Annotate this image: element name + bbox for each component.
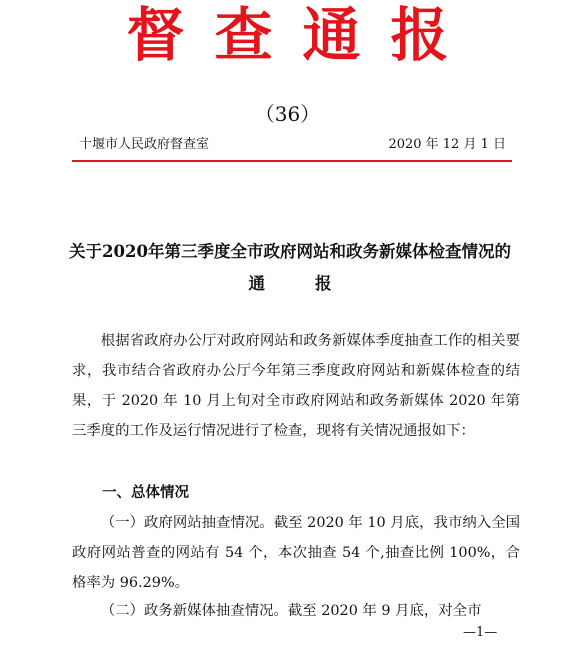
red-divider-line <box>72 160 512 162</box>
paragraph-new-media-check: （二）政务新媒体抽查情况。截至 2020 年 9 月底，对全市 <box>100 603 482 619</box>
paragraph-website-check: （一）政府网站抽查情况。截至 2020 年 10 月底，我市纳入全国政府网站普查的网站有 54 个，本次抽查 54 个,抽查比例 100%，合格率为 96.29%。 <box>72 515 520 591</box>
page-number: —1— <box>463 625 498 640</box>
issue-date: 2020 年 12 月 1 日 <box>388 137 506 152</box>
masthead-title: 督查通报 <box>126 1 479 69</box>
document-title <box>60 236 520 300</box>
paragraph-intro-text: 根据省政府办公厅对政府网站和政务新媒体季度抽查工作的相关要求，我市结合省政府办公厅今年第三季度政府网站和新媒体检查的结果，于 2020 年 10 月上旬对全市政府网站和政务新媒体 2020 年第三季度的工作及运行情况进行了检查，现将有关情况通报如下： <box>72 333 520 439</box>
issuing-office: 十堰市人民政府督查室 <box>79 137 210 152</box>
issue-number: （36） <box>254 102 321 126</box>
section-heading-overview: 一、总体情况 <box>102 484 189 501</box>
document-title-line2: 通报 <box>248 274 382 293</box>
paragraph-intro <box>72 326 520 446</box>
document-title-line1: 关于2020年第三季度全市政府网站和政务新媒体检查情况的 <box>69 242 511 261</box>
